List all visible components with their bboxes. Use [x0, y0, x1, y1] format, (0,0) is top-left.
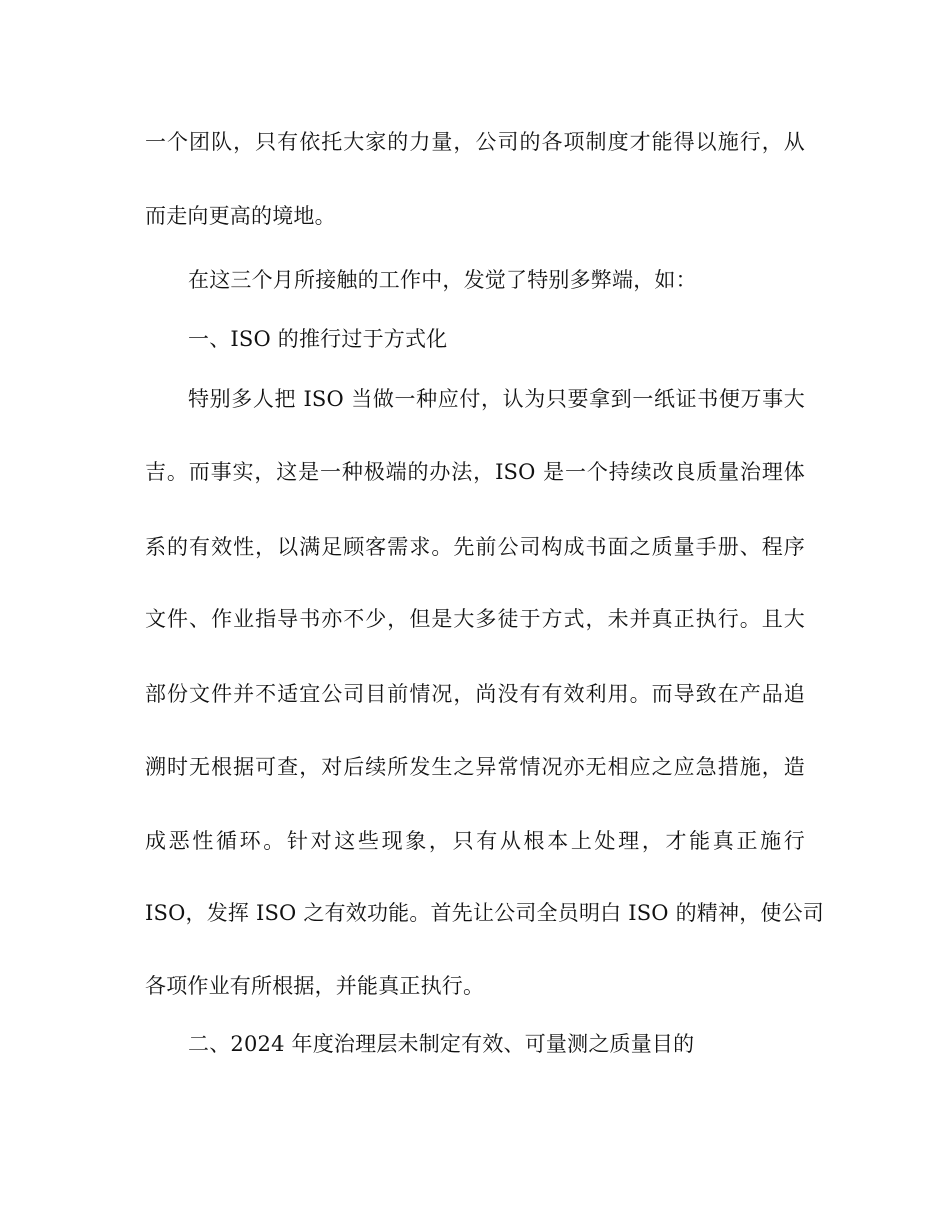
paragraph-line: 而走向更高的境地。	[145, 204, 336, 228]
paragraph-line: 溯时无根据可查，对后续所发生之异常情况亦无相应之应急措施，造	[145, 755, 805, 779]
paragraph-line: 特别多人把 ISO 当做一种应付，认为只要拿到一纸证书便万事大	[188, 387, 805, 411]
paragraph-line: 系的有效性，以满足顾客需求。先前公司构成书面之质量手册、程序	[145, 535, 805, 559]
paragraph-line: 吉。而事实，这是一种极端的办法，ISO 是一个持续改良质量治理体	[145, 460, 805, 484]
paragraph-line: 成恶性循环。针对这些现象，只有从根本上处理，才能真正施行	[145, 829, 805, 853]
paragraph-line: 一个团队，只有依托大家的力量，公司的各项制度才能得以施行，从	[145, 130, 805, 154]
paragraph-line: 文件、作业指导书亦不少，但是大多徒于方式，未并真正执行。且大	[145, 607, 805, 631]
paragraph-line: 各项作业有所根据，并能真正执行。	[145, 974, 485, 998]
paragraph-line: 在这三个月所接触的工作中，发觉了特别多弊端，如：	[188, 268, 697, 292]
paragraph-line: 部份文件并不适宜公司目前情况，尚没有有效利用。而导致在产品追	[145, 682, 805, 706]
section-heading: 一、ISO 的推行过于方式化	[188, 327, 448, 351]
section-heading: 二、2024 年度治理层未制定有效、可量测之质量目的	[188, 1032, 695, 1056]
paragraph-line: ISO，发挥 ISO 之有效功能。首先让公司全员明白 ISO 的精神，使公司	[145, 901, 824, 925]
